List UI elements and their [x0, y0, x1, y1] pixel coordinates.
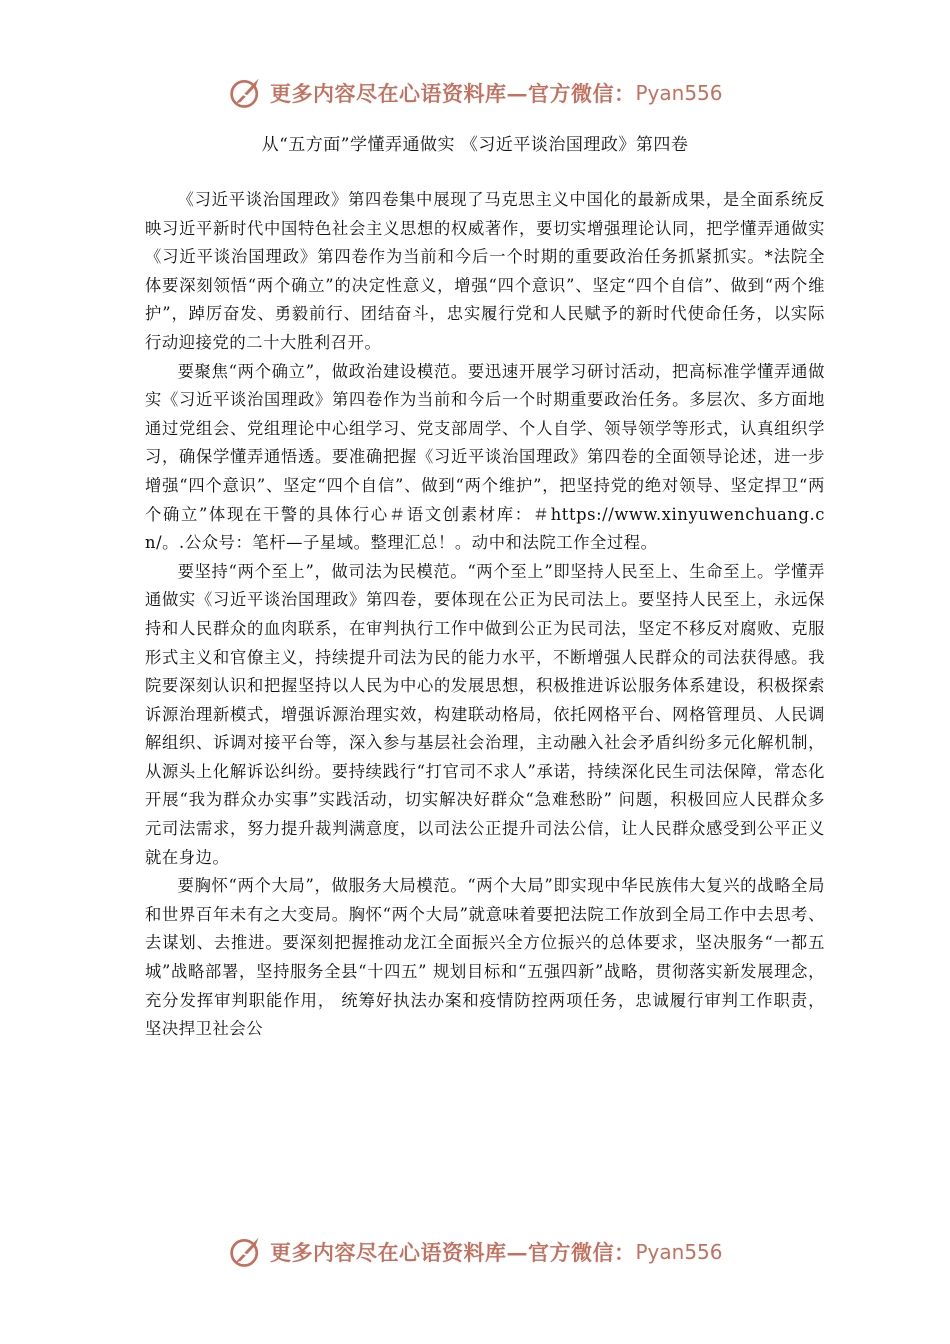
footer-banner: [228, 1232, 728, 1272]
paragraph: 《习近平谈治国理政》第四卷集中展现了马克思主义中国化的最新成果，是全面系统反映习近平新时代中国特色社会主义思想的权威著作，要切实增强理论认同，把学懂弄通做实《习近平谈治国理政》第四卷作为当前和今后一个时期的重要政治任务抓紧抓实。*法院全体要深刻领悟“两个确立”的决定性意义，增强“四个意识”、坚定“四个自信”、做到“两个维护”，踔厉奋发、勇毅前行、团结奋斗，忠实履行党和人民赋予的新时代使命任务，以实际行动迎接党的二十大胜利召开。: [145, 190, 825, 352]
paragraph: 要胸怀“两个大局”，做服务大局模范。“两个大局”即实现中华民族伟大复兴的战略全局和世界百年未有之大变局。胸怀“两个大局”就意味着要把法院工作放到全局工作中去思考、去谋划、去推进。要深刻把握推动龙江全面振兴全方位振兴的总体要求，坚决服务“一都五城”战略部署，坚持服务全县“十四五” 规划目标和“五强四新”战略，贯彻落实新发展理念，充分发挥审判职能作用， 统筹好执法办案和疫情防控两项任务，忠诚履行审判工作职责，坚决捍卫社会公: [145, 876, 825, 1039]
quill-pen-logo-icon: [228, 75, 264, 111]
document-title: 从“五方面”学懂弄通做实 《习近平谈治国理政》第四卷: [261, 135, 689, 155]
document-body: [145, 186, 825, 1044]
quill-pen-logo-icon: [228, 1234, 264, 1270]
paragraph: 要聚焦“两个确立”，做政治建设模范。要迅速开展学习研讨活动，把高标准学懂弄通做实《习近平谈治国理政》第四卷作为当前和今后一个时期重要政治任务。多层次、多方面地通过党组会、党组理论中心组学习、党支部周学、个人自学、领导领学等形式，认真组织学习，确保学懂弄通悟透。要准确把握《习近平谈治国理政》第四卷的全面领导论述，进一步增强“四个意识”、坚定“四个自信”、做到“两个维护”，把坚持党的绝对领导、坚定捍卫“两个确立”体现在干警的具体行心＃语文创素材库：＃https://www.xinyuwenchuang.cn/。.公众号：笔杆—子星域。整理汇总！。动中和法院工作全过程。: [145, 361, 825, 553]
banner-text: 更多内容尽在心语资料库—官方微信：: [270, 1240, 636, 1265]
paragraph: 要坚持“两个至上”，做司法为民模范。“两个至上”即坚持人民至上、生命至上。学懂弄通做实《习近平谈治国理政》第四卷，要体现在公正为民司法上。要坚持人民至上，永远保持和人民群众的血肉联系，在审判执行工作中做到公正为民司法，坚定不移反对腐败、克服形式主义和官僚主义，持续提升司法为民的能力水平，不断增强人民群众的司法获得感。我院要深刻认识和把握坚持以人民为中心的发展思想，积极推进诉讼服务体系建设，积极探索诉源治理新模式，增强诉源治理实效，构建联动格局，依托网格平台、网格管理员、人民调解组织、诉调对接平台等，深入参与基层社会治理，主动融入社会矛盾纠纷多元化解机制， 从源头上化解诉讼纠纷。要持续践行“打官司不求人”承诺，持续深化民生司法保障，常态化开展“我为群众办实事”实践活动，切实解决好群众“急难愁盼” 问题，积极回应人民群众多元司法需求，努力提升裁判满意度，以司法公正提升司法公信，让人民群众感受到公平正义就在身边。: [145, 561, 825, 867]
banner-wechat-id: Pyan556: [635, 1240, 723, 1264]
banner-wechat-id: Pyan556: [635, 81, 723, 105]
banner-text: 更多内容尽在心语资料库—官方微信：: [270, 81, 636, 106]
header-banner: [228, 73, 728, 113]
